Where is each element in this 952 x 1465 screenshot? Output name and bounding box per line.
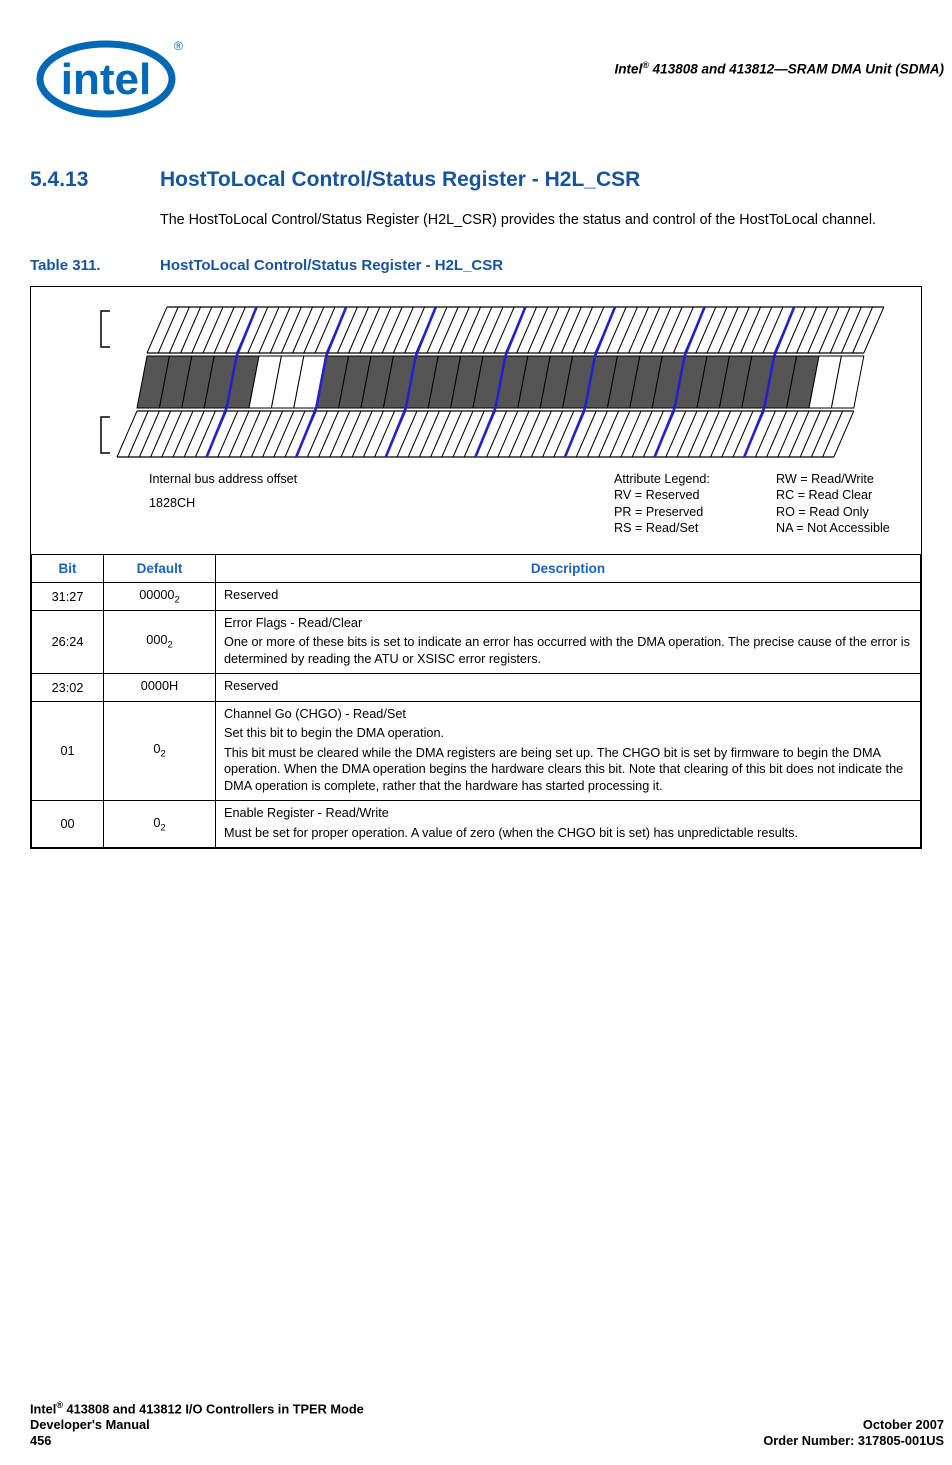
description-line: Reserved xyxy=(224,588,279,603)
description-line: Set this bit to begin the DMA operation. xyxy=(224,726,445,741)
intel-logo xyxy=(34,34,186,120)
diagram-legend xyxy=(31,463,921,550)
address-value: 1828CH xyxy=(149,496,196,511)
legend-item: RC = Read Clear xyxy=(776,488,873,503)
table-row xyxy=(32,674,921,702)
footer-order-number: Order Number: 317805-001US xyxy=(763,1433,944,1449)
default-value xyxy=(104,701,216,801)
section-number: 5.4.13 xyxy=(30,168,89,191)
default-number: 000 xyxy=(146,633,168,648)
page-number: 456 xyxy=(30,1433,52,1449)
default-value xyxy=(104,674,216,702)
table-row xyxy=(32,610,921,674)
legend-item: PR = Preserved xyxy=(614,504,704,519)
default-number: 0 xyxy=(153,815,161,830)
default-radix: 2 xyxy=(160,822,166,834)
default-number: 00000 xyxy=(139,587,175,602)
footer-left xyxy=(30,1400,364,1449)
table-header-row xyxy=(32,555,921,583)
bit-description xyxy=(216,701,921,801)
footer-brand: Intel xyxy=(30,1401,57,1417)
attribute-legend-right xyxy=(776,471,911,536)
footer-manual-label: Developer's Manual xyxy=(30,1417,150,1433)
address-block xyxy=(149,471,614,536)
legend-item: RS = Read/Set xyxy=(614,521,699,536)
address-label: Internal bus address offset xyxy=(149,472,298,487)
svg-text:intel: intel xyxy=(60,55,152,104)
default-value xyxy=(104,801,216,848)
bit-range: 00 xyxy=(32,801,104,848)
description-line: Error Flags - Read/Clear xyxy=(224,615,363,630)
footer-reg-mark: ® xyxy=(56,1399,63,1410)
description-line: One or more of these bits is set to indicate an error has occurred with the DMA operation. The precise cause of the error is determined by reading the ATU or XSISC error registers. xyxy=(224,635,910,666)
description-line: Reserved xyxy=(224,679,279,694)
intro-paragraph: The HostToLocal Control/Status Register (H2L_CSR) provides the status and control of the HostToLocal channel. xyxy=(160,212,877,228)
description-line: Must be set for proper operation. A value of zero (when the CHGO bit is set) has unpredictable results. xyxy=(224,825,799,840)
col-header-bit: Bit xyxy=(32,555,104,583)
legend-item: RV = Reserved xyxy=(614,488,700,503)
table-row xyxy=(32,801,921,848)
intel-logo-swirl-icon xyxy=(34,34,186,120)
bit-range: 26:24 xyxy=(32,610,104,674)
default-number: 0000H xyxy=(140,678,179,693)
legend-title: Attribute Legend: xyxy=(614,472,710,487)
col-header-default: Default xyxy=(104,555,216,583)
description-line: Channel Go (CHGO) - Read/Set xyxy=(224,706,406,721)
default-radix: 2 xyxy=(174,594,180,606)
page-footer xyxy=(30,1400,944,1449)
default-value xyxy=(104,610,216,674)
register-diagram xyxy=(31,287,921,554)
legend-item: RW = Read/Write xyxy=(776,472,874,487)
table-caption-label: Table 311. xyxy=(30,257,101,275)
bit-range: 01 xyxy=(32,701,104,801)
register-bit-ribbon xyxy=(67,301,891,463)
register-box xyxy=(30,286,922,849)
svg-text:®: ® xyxy=(174,39,183,53)
header-reg-mark: ® xyxy=(642,60,649,70)
table-row xyxy=(32,701,921,801)
section-title: HostToLocal Control/Status Register - H2L_CSR xyxy=(160,168,641,191)
footer-title-rest: 413808 and 413812 I/O Controllers in TPER Mode xyxy=(62,1401,364,1417)
default-value xyxy=(104,583,216,611)
col-header-description: Description xyxy=(216,555,921,583)
bit-range: 31:27 xyxy=(32,583,104,611)
description-line: Enable Register - Read/Write xyxy=(224,806,389,821)
default-number: 0 xyxy=(153,742,161,757)
footer-doc-title xyxy=(30,1400,364,1417)
bit-description xyxy=(216,801,921,848)
default-radix: 2 xyxy=(160,748,166,760)
attribute-legend-left xyxy=(614,471,776,536)
doc-header-title xyxy=(615,60,944,77)
page-header xyxy=(0,0,952,120)
bit-description xyxy=(216,610,921,674)
description-line: This bit must be cleared while the DMA registers are being set up. The CHGO bit is set by firmware to begin the DMA operation. When the DMA operation begins the hardware clears this bit. Note that clearing of this bit does not indicate the DMA operation is complete, rather that the hardware has started processing it. xyxy=(224,745,904,793)
section-heading xyxy=(30,168,922,192)
table-row xyxy=(32,583,921,611)
footer-date: October 2007 xyxy=(862,1417,944,1433)
register-bit-table xyxy=(31,554,921,848)
legend-item: RO = Read Only xyxy=(776,504,869,519)
footer-right xyxy=(763,1417,944,1449)
bit-range: 23:02 xyxy=(32,674,104,702)
table-caption xyxy=(30,257,922,274)
header-brand: Intel xyxy=(614,61,643,77)
bit-description xyxy=(216,674,921,702)
table-caption-title: HostToLocal Control/Status Register - H2L_CSR xyxy=(160,257,504,275)
legend-item: NA = Not Accessible xyxy=(776,521,890,536)
header-title-rest: 413808 and 413812—SRAM DMA Unit (SDMA) xyxy=(648,61,944,77)
default-radix: 2 xyxy=(167,639,173,651)
bit-description xyxy=(216,583,921,611)
